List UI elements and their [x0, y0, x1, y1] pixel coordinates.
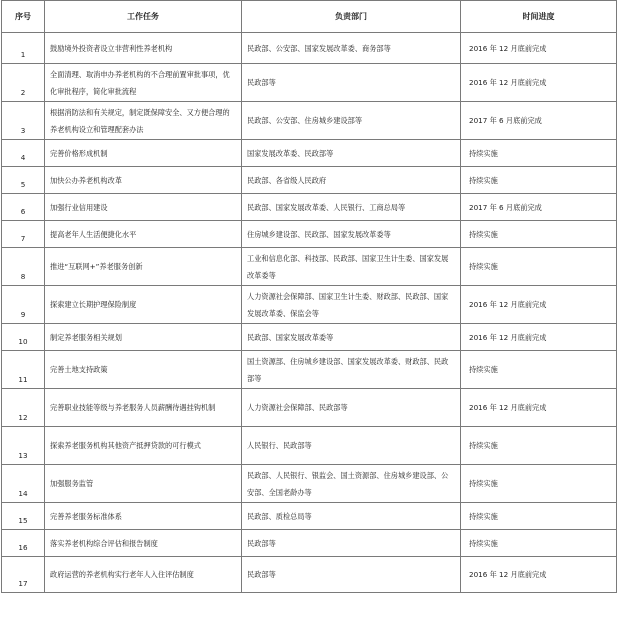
row-department: 民政部等 [242, 557, 461, 593]
row-schedule: 2017 年 6 月底前完成 [461, 102, 617, 140]
row-department: 住房城乡建设部、民政部、国家发展改革委等 [242, 221, 461, 248]
header-schedule: 时间进度 [461, 1, 617, 33]
row-task: 根据消防法和有关规定，制定既保障安全、又方便合理的养老机构设立和管理配套办法 [45, 102, 242, 140]
row-task: 推进“互联网+”养老服务创新 [45, 248, 242, 286]
row-task: 加强服务监管 [45, 465, 242, 503]
row-schedule: 2016 年 12 月底前完成 [461, 33, 617, 64]
row-task: 提高老年人生活便捷化水平 [45, 221, 242, 248]
row-department: 人力资源社会保障部、国家卫生计生委、财政部、民政部、国家发展改革委、保监会等 [242, 286, 461, 324]
row-task: 完善价格形成机制 [45, 140, 242, 167]
row-schedule: 持续实施 [461, 167, 617, 194]
table-row [2, 530, 617, 557]
row-task: 完善职业技能等级与养老服务人员薪酬待遇挂钩机制 [45, 389, 242, 427]
row-schedule: 持续实施 [461, 351, 617, 389]
table-row [2, 427, 617, 465]
row-index: 5 [2, 167, 45, 194]
row-schedule: 持续实施 [461, 140, 617, 167]
header-department: 负责部门 [242, 1, 461, 33]
row-schedule: 持续实施 [461, 465, 617, 503]
table-row [2, 221, 617, 248]
table-row [2, 248, 617, 286]
row-index: 11 [2, 351, 45, 389]
row-department: 民政部等 [242, 64, 461, 102]
row-task: 完善养老服务标准体系 [45, 503, 242, 530]
row-department: 民政部、公安部、住房城乡建设部等 [242, 102, 461, 140]
table-row [2, 465, 617, 503]
row-task: 鼓励境外投资者设立非营利性养老机构 [45, 33, 242, 64]
row-department: 工业和信息化部、科技部、民政部、国家卫生计生委、国家发展改革委等 [242, 248, 461, 286]
row-department: 人力资源社会保障部、民政部等 [242, 389, 461, 427]
row-schedule: 2016 年 12 月底前完成 [461, 557, 617, 593]
header-task: 工作任务 [45, 1, 242, 33]
row-schedule: 2016 年 12 月底前完成 [461, 64, 617, 102]
row-schedule: 持续实施 [461, 503, 617, 530]
row-schedule: 持续实施 [461, 530, 617, 557]
row-department: 国家发展改革委、民政部等 [242, 140, 461, 167]
row-index: 7 [2, 221, 45, 248]
row-schedule: 2016 年 12 月底前完成 [461, 324, 617, 351]
table-row [2, 351, 617, 389]
row-index: 1 [2, 33, 45, 64]
row-task: 制定养老服务相关规划 [45, 324, 242, 351]
row-department: 民政部、公安部、国家发展改革委、商务部等 [242, 33, 461, 64]
row-department: 民政部、各省级人民政府 [242, 167, 461, 194]
table-row [2, 167, 617, 194]
row-index: 10 [2, 324, 45, 351]
row-department: 国土资源部、住房城乡建设部、国家发展改革委、财政部、民政部等 [242, 351, 461, 389]
table-row [2, 64, 617, 102]
table-row [2, 557, 617, 593]
row-index: 9 [2, 286, 45, 324]
row-task: 落实养老机构综合评估和报告制度 [45, 530, 242, 557]
row-index: 2 [2, 64, 45, 102]
row-index: 15 [2, 503, 45, 530]
table-row [2, 140, 617, 167]
row-task: 全面清理、取消申办养老机构的不合理前置审批事项，优化审批程序，简化审批流程 [45, 64, 242, 102]
table-row [2, 503, 617, 530]
table-row [2, 389, 617, 427]
table-row [2, 194, 617, 221]
row-schedule: 持续实施 [461, 221, 617, 248]
row-index: 8 [2, 248, 45, 286]
row-department: 人民银行、民政部等 [242, 427, 461, 465]
row-schedule: 持续实施 [461, 427, 617, 465]
row-task: 探索养老服务机构其他资产抵押贷款的可行模式 [45, 427, 242, 465]
row-index: 14 [2, 465, 45, 503]
row-schedule: 2016 年 12 月底前完成 [461, 286, 617, 324]
header-row [2, 1, 617, 33]
row-index: 4 [2, 140, 45, 167]
row-task: 加快公办养老机构改革 [45, 167, 242, 194]
row-task: 完善土地支持政策 [45, 351, 242, 389]
row-department: 民政部等 [242, 530, 461, 557]
row-schedule: 持续实施 [461, 248, 617, 286]
row-index: 3 [2, 102, 45, 140]
table-row [2, 324, 617, 351]
row-index: 17 [2, 557, 45, 593]
row-task: 政府运营的养老机构实行老年人入住评估制度 [45, 557, 242, 593]
row-schedule: 2016 年 12 月底前完成 [461, 389, 617, 427]
row-index: 12 [2, 389, 45, 427]
row-index: 16 [2, 530, 45, 557]
row-department: 民政部、人民银行、银监会、国土资源部、住房城乡建设部、公安部、全国老龄办等 [242, 465, 461, 503]
table-row [2, 286, 617, 324]
task-table [1, 0, 617, 593]
row-index: 6 [2, 194, 45, 221]
row-task: 加强行业信用建设 [45, 194, 242, 221]
row-department: 民政部、质检总局等 [242, 503, 461, 530]
row-department: 民政部、国家发展改革委等 [242, 324, 461, 351]
row-task: 探索建立长期护理保险制度 [45, 286, 242, 324]
header-index: 序号 [2, 1, 45, 33]
row-department: 民政部、国家发展改革委、人民银行、工商总局等 [242, 194, 461, 221]
table-row [2, 102, 617, 140]
table-row [2, 33, 617, 64]
row-schedule: 2017 年 6 月底前完成 [461, 194, 617, 221]
row-index: 13 [2, 427, 45, 465]
